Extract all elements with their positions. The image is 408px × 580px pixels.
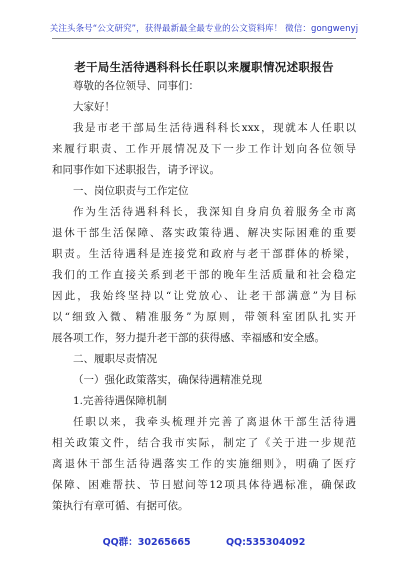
paragraph-line: 策执行有章可循、有据可依。 [52,500,189,512]
paragraph-line: 职责。生活待遇科是连接党和政府与老干部群体的桥梁， [52,248,356,260]
header-note: 关注头条号“公文研究”，获得最新最全最专业的公文资料库！ 微信：gongwenyj [49,24,359,34]
footer-qq-number: QQ:535304092 [225,537,306,548]
paragraph-line: 我们的工作直接关系到老干部的晚年生活质量和社会稳定 [52,269,356,281]
paragraph-line: 保障、困难帮扶、节日慰问等12项具体待遇标准，确保政 [52,479,356,491]
paragraph-line: 相关政策文件，结合我市实际，制定了《关于进一步规范 [52,437,356,449]
paragraph-line: 我是市老干部局生活待遇科科长xxx，现就本人任职以 [73,122,356,134]
paragraph-line: 退休干部生活保障、落实政策待遇、解决实际困难的重要 [52,227,356,239]
footer [0,534,408,548]
paragraph-line: 因此，我始终坚持以“让党放心、让老干部满意”为目标 [52,290,356,302]
paragraph-line: 作为生活待遇科科长，我深知自身肩负着服务全市离 [73,206,356,218]
document-title: 老干局生活待遇科科长任职以来履职情况述职报告 [74,60,334,74]
document-lines [52,76,356,517]
paragraph-line: 以“细致入微、精准服务”为原则，带领科室团队扎实开 [52,311,356,323]
paragraph-line: 二、履职尽责情况 [73,353,157,365]
document-body [52,52,356,517]
footer-qq-group: QQ群：30265665 [102,537,191,548]
paragraph-line: 和同事作如下述职报告，请予评议。 [52,164,220,176]
paragraph-line: 大家好！ [73,101,115,113]
header-divider [52,38,356,39]
paragraph-line: 来履行职责、工作开展情况及下一步工作计划向各位领导 [52,143,356,155]
paragraph-line: 尊敬的各位领导、同事们： [73,80,199,92]
paragraph-line: 任职以来，我牵头梳理并完善了离退休干部生活待遇 [73,416,356,428]
paragraph-line: 一、岗位职责与工作定位 [73,185,189,197]
paragraph-line: 展各项工作，努力提升老干部的获得感、幸福感和安全感。 [52,332,325,344]
paragraph-line: （一）强化政策落实，确保待遇精准兑现 [73,374,262,386]
paragraph-line: 1.完善待遇保障机制 [73,395,168,407]
paragraph-line: 离退休干部生活待遇落实工作的实施细则》，明确了医疗 [52,458,356,470]
